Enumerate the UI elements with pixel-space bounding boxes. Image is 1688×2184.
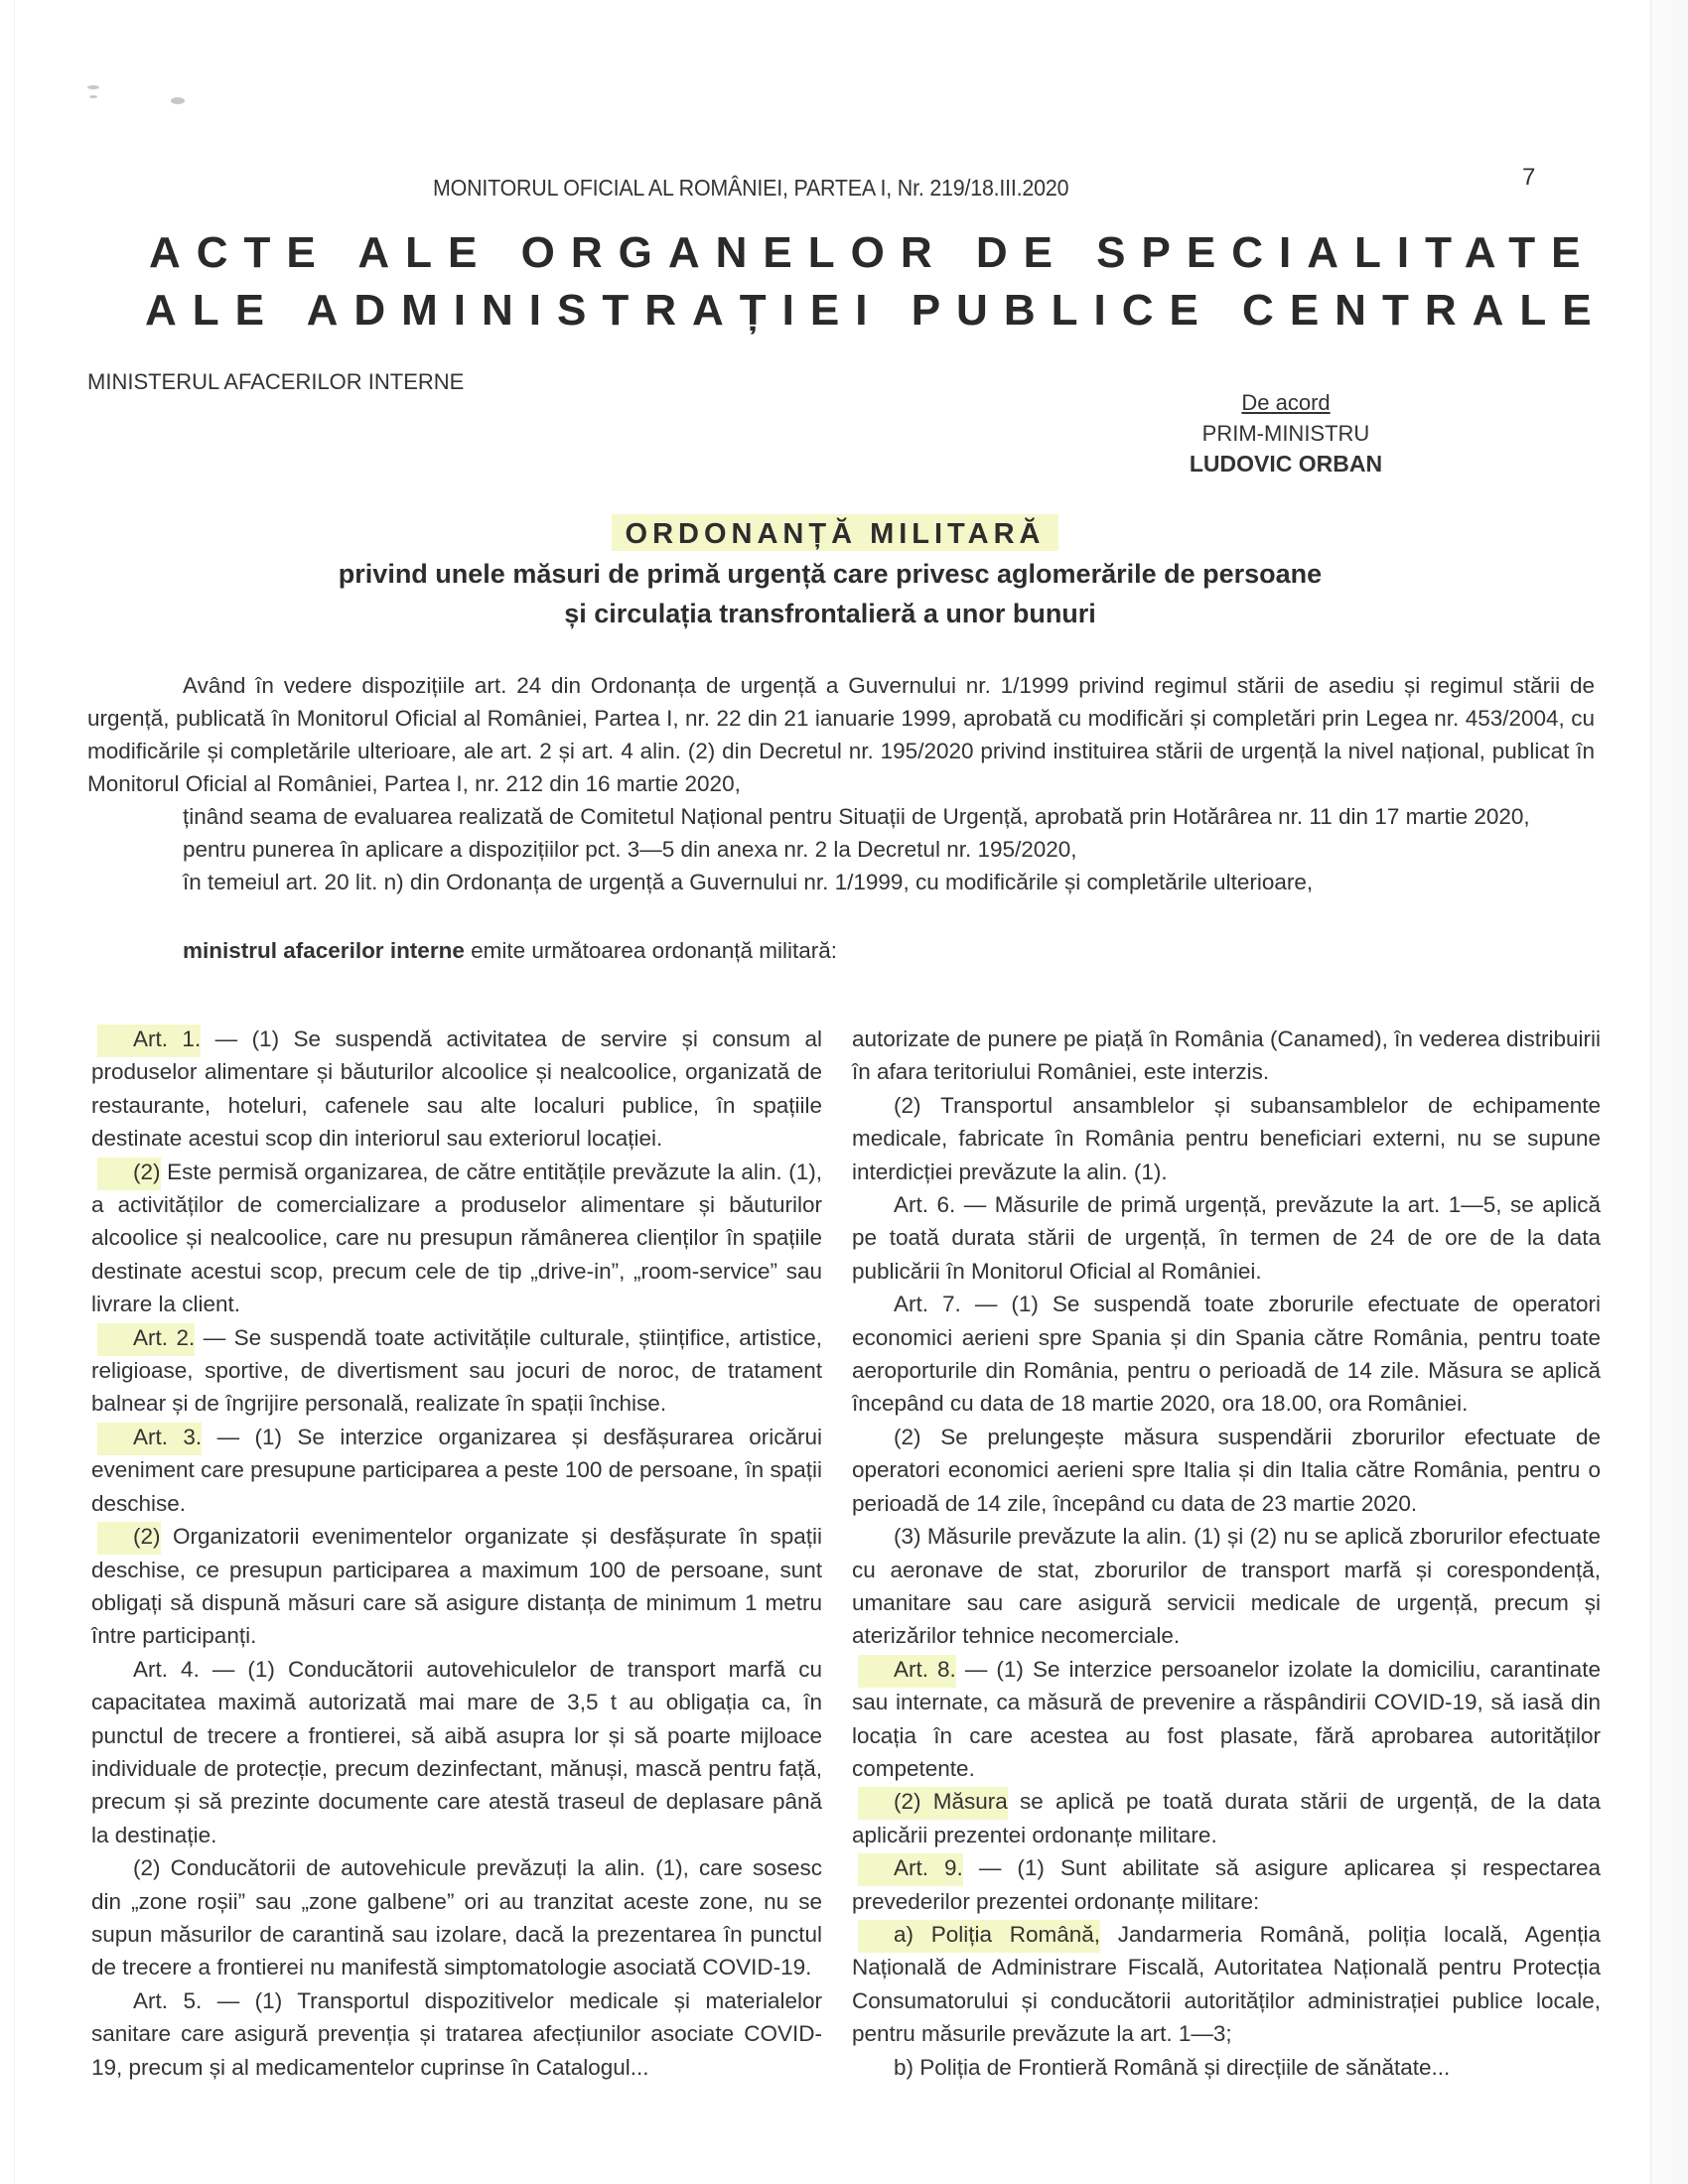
column-right xyxy=(852,1023,1601,2084)
column-left xyxy=(91,1023,822,2084)
order-title-wrap xyxy=(0,514,1688,551)
order-subtitle-line1: privind unele măsuri de primă urgență care privesc aglomerările de persoane xyxy=(338,559,1323,589)
article-paragraph xyxy=(852,1288,1601,1421)
article-paragraph xyxy=(91,1984,822,2084)
article-text: (3) Măsurile prevăzute la alin. (1) și (2) nu se aplică zborurilor efectuate cu aeronave de stat, zborurilor de transport marfă și corespondență, umanitare sau care asigură servicii medicale de urgență, precum și aterizărilor tehnice necomerciale. xyxy=(852,1524,1601,1649)
article-text: Organizatorii evenimentelor organizate și desfășurate în spații deschise, ce presupun participarea a maximum 100 de persoane, sunt obligați să dispună măsuri care să asigure distanța de minimum 1 metru între participanți. xyxy=(91,1524,822,1649)
article-paragraph xyxy=(91,1851,822,1984)
preamble-paragraph: Având în vedere dispozițiile art. 24 din Ordonanța de urgență a Guvernului nr. 1/1999 privind regimul stării de asediu și regimul stării de urgență, publicată în Monitorul Oficial al României, Partea I, nr. 22 din 21 ianuarie 1999, aprobată cu modificări și completări prin Legea nr. 453/2004, cu modificările și completările ulterioare, ale art. 2 și art. 4 alin. (2) din Decretul nr. 195/2020 privind instituirea stării de urgență la nivel național, publicat în Monitorul Oficial al României, Partea I, nr. 212 din 16 martie 2020, xyxy=(87,673,1595,796)
scan-page-edge-left xyxy=(14,0,15,2184)
article-text: (2) Se prelungește măsura suspendării zborurilor efectuate de operatori economici aerieni spre Italia și din Italia către România, pentru o perioadă de 14 zile, începând cu data de 23 martie 2020. xyxy=(852,1424,1601,1516)
highlighted-label: Art. 9. xyxy=(858,1853,963,1886)
article-text: — (1) Se suspendă activitatea de servire și consum al produselor alimentare și băuturilor alcoolice și nealcoolice, organizată de restaurante, hoteluri, cafenele sau alte localuri publice, în spațiile destinate acestui scop din interiorul sau exteriorul locației. xyxy=(91,1026,822,1152)
article-text: (2) Conducătorii de autovehicule prevăzuți la alin. (1), care sosesc din „zone roșii” sau „zone galbene” ori au tranzitat aceste zone, nu se supun măsurilor de carantină sau izolare, dacă la prezentarea în punctul de trecere a frontierei nu manifestă simptomatologie asociată COVID-19. xyxy=(91,1855,822,1980)
preamble-paragraph: pentru punerea în aplicare a dispozițiilor pct. 3—5 din anexa nr. 2 la Decretul nr. 195/2020, xyxy=(183,837,1077,862)
issuing-ministry: MINISTERUL AFACERILOR INTERNE xyxy=(87,369,465,394)
scan-speck xyxy=(89,95,97,98)
section-title-line1: ACTE ALE ORGANELOR DE SPECIALITATE xyxy=(149,228,1597,277)
article-paragraph xyxy=(852,1520,1601,1653)
highlighted-label: Art. 2. xyxy=(97,1323,195,1356)
article-paragraph xyxy=(852,1188,1601,1288)
article-text: se aplică pe toată durata stării de urgență, de la data aplicării prezentei ordonanțe militare. xyxy=(852,1789,1601,1847)
highlighted-label: a) Poliția Română, xyxy=(858,1920,1100,1953)
approval-block xyxy=(1152,387,1420,479)
article-paragraph xyxy=(852,2051,1601,2084)
article-text: — (1) Se interzice persoanelor izolate la domiciliu, carantinate sau internate, ca măsură de prevenire a răspândirii COVID-19, să iasă din locația în care acestea au fost plasate, fără aprobarea autorităților competente. xyxy=(852,1656,1601,1781)
article-text: Jandarmeria Română, poliția locală, Agenția Națională de Administrare Fiscală, Autoritatea Națională pentru Protecția Consumatorului și conducătorii autorităților administrației publice locale, pentru măsurile prevăzute la art. 1—3; xyxy=(852,1921,1601,2047)
article-paragraph xyxy=(91,1321,822,1421)
highlighted-label: (2) Măsura xyxy=(858,1787,1008,1820)
article-paragraph xyxy=(852,1089,1601,1188)
article-paragraph xyxy=(91,1520,822,1653)
highlighted-label: Art. 3. xyxy=(97,1423,202,1455)
article-text: Art. 5. — (1) Transportul dispozitivelor medicale și materialelor sanitare care asigură prevenția și tratarea afecțiunilor asociate COVID-19, precum și al medicamentelor cuprinse în Catalogul... xyxy=(91,1987,822,2080)
highlighted-label: (2) xyxy=(97,1522,161,1555)
approval-agree: De acord xyxy=(1241,390,1331,415)
highlighted-label: (2) xyxy=(97,1158,161,1190)
article-paragraph xyxy=(852,1918,1601,2051)
order-title: ORDONANȚĂ MILITARĂ xyxy=(612,514,1059,551)
article-paragraph xyxy=(852,1421,1601,1520)
scan-speck xyxy=(171,97,185,104)
article-text: Este permisă organizarea, de către entitățile prevăzute la alin. (1), a activităților de comercializare a produselor alimentare și băuturilor alcoolice și nealcoolice, care nu presupun rămânerea clienților în spațiile destinate acestui scop, precum cele de tip „drive-in”, „room-service” sau livrare la client. xyxy=(91,1159,822,1317)
emit-statement xyxy=(87,934,1595,967)
highlighted-label: Art. 1. xyxy=(97,1024,201,1057)
page-number: 7 xyxy=(1522,164,1536,191)
article-paragraph xyxy=(91,1156,822,1321)
article-text: — (1) Sunt abilitate să asigure aplicarea și respectarea prevederilor prezentei ordonanțe militare: xyxy=(852,1855,1601,1914)
preamble xyxy=(87,669,1595,967)
running-head: MONITORUL OFICIAL AL ROMÂNIEI, PARTEA I, Nr. 219/18.III.2020 xyxy=(433,175,1069,201)
article-text: — (1) Se interzice organizarea și desfășurarea oricărui eveniment care presupune participarea a peste 100 de persoane, în spații deschise. xyxy=(91,1424,822,1516)
scan-speck xyxy=(87,85,99,89)
article-paragraph xyxy=(91,1421,822,1520)
approval-role: PRIM-MINISTRU xyxy=(1201,421,1370,446)
article-paragraph xyxy=(852,1653,1601,1786)
article-paragraph xyxy=(852,1785,1601,1851)
article-text: Art. 7. — (1) Se suspendă toate zborurile efectuate de operatori economici aerieni spre Spania și din Spania către România, pentru toate aeroporturile din România, pentru o perioadă de 14 zile. Măsura se aplică începând cu data de 18 martie 2020, ora 18.00, ora României. xyxy=(852,1292,1601,1417)
article-text: Art. 4. — (1) Conducătorii autovehiculelor de transport marfă cu capacitatea maximă autorizată mai mare de 3,5 t au obligația ca, în punctul de trecere a frontierei, să aibă asupra lor și să poarte mijloace individuale de protecție, precum dezinfectant, mănuși, mască pentru față, precum și să prezinte documente care atestă traseul de deplasare până la destinație. xyxy=(91,1656,822,1847)
article-text: — Se suspendă toate activitățile culturale, științifice, artistice, religioase, sportive, de divertisment sau jocuri de noroc, de tratament balnear și de îngrijire personală, realizate în spații închise. xyxy=(91,1324,822,1417)
emit-subject: ministrul afacerilor interne xyxy=(183,938,465,963)
preamble-paragraph: în temeiul art. 20 lit. n) din Ordonanța de urgență a Guvernului nr. 1/1999, cu modificările și completările ulterioare, xyxy=(183,870,1314,894)
article-text: (2) Transportul ansamblelor și subansamblelor de echipamente medicale, fabricate în România pentru beneficiari externi, nu se supune interdicției prevăzute la alin. (1). xyxy=(852,1092,1601,1184)
approval-name: LUDOVIC ORBAN xyxy=(1189,451,1383,477)
section-title-line2: ALE ADMINISTRAȚIEI PUBLICE CENTRALE xyxy=(145,286,1608,335)
article-text: b) Poliția de Frontieră Română și direcțiile de sănătate... xyxy=(894,2054,1451,2080)
article-paragraph xyxy=(852,1851,1601,1918)
article-text: Art. 6. — Măsurile de primă urgență, prevăzute la art. 1—5, se aplică pe toată durata stării de urgență, în termen de 24 de ore de la data publicării în Monitorul Oficial al României. xyxy=(852,1192,1601,1284)
article-paragraph xyxy=(91,1653,822,1851)
highlighted-label: Art. 8. xyxy=(858,1655,956,1688)
order-subtitle-line2: și circulația transfrontalieră a unor bunuri xyxy=(564,599,1096,628)
preamble-paragraph: ținând seama de evaluarea realizată de Comitetul Național pentru Situații de Urgență, aprobată prin Hotărârea nr. 11 din 17 martie 2020, xyxy=(183,804,1530,829)
scan-page-edge-right xyxy=(1650,0,1688,2184)
article-paragraph xyxy=(91,1023,822,1156)
emit-rest: emite următoarea ordonanță militară: xyxy=(464,938,838,963)
article-paragraph xyxy=(852,1023,1601,1089)
article-text: autorizate de punere pe piață în România (Canamed), în vederea distribuirii în afara teritoriului României, este interzis. xyxy=(852,1026,1601,1085)
